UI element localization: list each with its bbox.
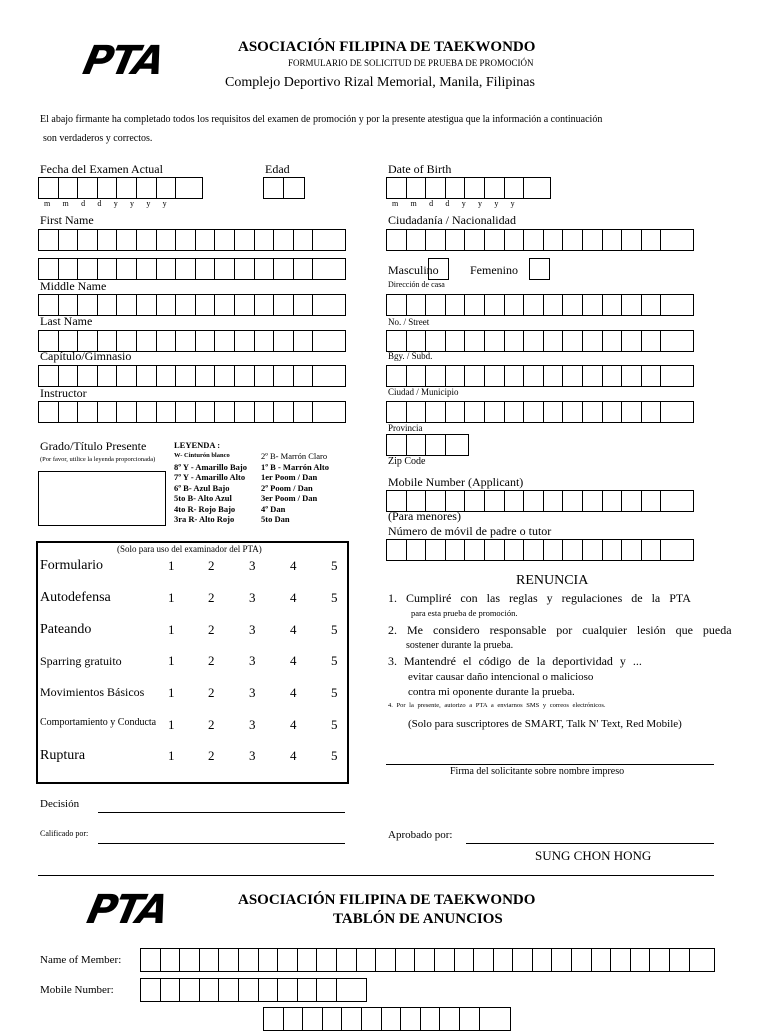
score-row-label: Formulario	[40, 558, 103, 573]
male-checkbox[interactable]	[428, 258, 449, 280]
member-boxes[interactable]	[140, 948, 715, 972]
zip-boxes[interactable]	[386, 434, 469, 456]
waiver-item-1a: 1. Cumpliré con las reglas y regulaciones de la PTA	[388, 591, 691, 605]
citizenship-boxes[interactable]	[386, 229, 694, 251]
intro-line-1: El abajo firmante ha completado todos los requisitos del examen de promoción y por la presente atestigua que la información a continuación	[40, 114, 603, 125]
examiner-title: (Solo para uso del examinador del PTA)	[117, 544, 262, 554]
waiver-item-3c: contra mi oponente durante la prueba.	[408, 686, 575, 698]
street-label: No. / Street	[388, 317, 430, 327]
dob-label: Date of Birth	[388, 162, 452, 176]
waiver-item-4: 4. Por la presente, autorizo a PTA a enviarnos SMS y correos electrónicos.	[388, 702, 606, 709]
approved-by-label: Aprobado por:	[388, 829, 453, 841]
address-boxes-4[interactable]	[386, 401, 694, 423]
age-label: Edad	[265, 162, 290, 176]
middle-name-boxes[interactable]	[38, 294, 346, 316]
chapter-label: Capítulo/Gimnasio	[40, 349, 132, 363]
province-label: Provincia	[388, 423, 423, 433]
female-label: Femenino	[470, 263, 518, 277]
chapter-boxes[interactable]	[38, 365, 346, 387]
first-name-boxes-1[interactable]	[38, 229, 346, 251]
grade-box[interactable]	[38, 471, 166, 526]
legend-col-2: 2º B- Marrón Claro 1º B - Marrón Alto 1er Poom / Dan 2º Poom / Dan 3er Poom / Dan 4º Dan 5to Dan	[261, 451, 329, 524]
pta-logo: PTA	[79, 38, 168, 84]
age-boxes[interactable]	[263, 177, 305, 199]
home-address-label: Dirección de casa	[388, 280, 445, 289]
graded-by-line[interactable]	[98, 843, 345, 844]
middle-name-label: Middle Name	[40, 279, 107, 293]
approved-by-line[interactable]	[466, 843, 714, 844]
score-row-label: Comportamiento y Conducta	[40, 717, 157, 728]
last-name-label: Last Name	[40, 314, 93, 328]
mobile-applicant-label: Mobile Number (Applicant)	[388, 475, 524, 489]
location: Complejo Deportivo Rizal Memorial, Manila, Filipinas	[225, 75, 535, 90]
first-name-label: First Name	[40, 213, 94, 227]
exam-date-hint: mmddyyyy	[44, 199, 179, 208]
address-boxes-2[interactable]	[386, 330, 694, 352]
mobile-label: Mobile Number:	[40, 984, 114, 996]
address-boxes-1[interactable]	[386, 294, 694, 316]
score-row-label: Sparring gratuito	[40, 654, 122, 668]
male-label: Masculino	[388, 263, 439, 277]
form-name: FORMULARIO DE SOLICITUD DE PRUEBA DE PROMOCIÓN	[288, 58, 534, 68]
guardian-mobile-boxes[interactable]	[386, 539, 694, 561]
waiver-item-3a: 3. Mantendré el código de la deportividad y ...	[388, 654, 642, 668]
board-title: TABLÓN DE ANUNCIOS	[333, 911, 503, 927]
signature-line[interactable]	[386, 764, 714, 765]
divider	[38, 875, 714, 876]
score-row-label: Movimientos Básicos	[40, 685, 145, 699]
instructor-label: Instructor	[40, 386, 87, 400]
first-name-boxes-2[interactable]	[38, 258, 346, 280]
waiver-item-2b: sostener durante la prueba.	[406, 640, 514, 651]
exam-date-boxes[interactable]	[38, 177, 203, 199]
grade-hint: (Por favor, utilice la leyenda proporcionada)	[40, 456, 156, 463]
score-row-label: Autodefensa	[40, 590, 111, 605]
intro-line-2: son verdaderos y correctos.	[43, 133, 153, 144]
board-mobile-boxes[interactable]	[140, 978, 367, 1002]
dob-hint: mmddyyyy	[392, 199, 527, 208]
score-row-label: Pateando	[40, 622, 92, 637]
graded-by-label: Calificado por:	[40, 829, 89, 838]
waiver-item-2a: 2. Me considero responsable por cualquier lesión que pueda	[388, 623, 732, 637]
board-org-name: ASOCIACIÓN FILIPINA DE TAEKWONDO	[238, 892, 536, 908]
legend-col-1: W- Cinturón blanco 8º Y - Amarillo Bajo 7º Y - Amarillo Alto 6º B- Azul Bajo 5to B- Alto Azul 4to R- Rojo Bajo 3ra R- Alto Rojo	[174, 452, 248, 524]
barangay-label: Bgy. / Subd.	[388, 351, 433, 361]
instructor-boxes[interactable]	[38, 401, 346, 423]
score-row-label: Ruptura	[40, 748, 86, 763]
pta-logo: PTA	[83, 887, 172, 933]
grade-label: Grado/Título Presente	[40, 439, 147, 453]
waiver-item-3b: evitar causar daño intencional o malicioso	[408, 671, 594, 683]
waiver-note: (Solo para suscriptores de SMART, Talk N' Text, Red Mobile)	[408, 718, 682, 730]
dob-boxes[interactable]	[386, 177, 551, 199]
female-checkbox[interactable]	[529, 258, 550, 280]
legend-title: LEYENDA :	[174, 440, 221, 450]
zip-label: Zip Code	[388, 456, 426, 467]
approver-name: SUNG CHON HONG	[535, 848, 652, 863]
extra-boxes[interactable]	[263, 1007, 511, 1031]
address-boxes-3[interactable]	[386, 365, 694, 387]
guardian-mobile-label: Número de móvil de padre o tutor	[388, 524, 552, 538]
decision-label: Decisión	[40, 798, 80, 810]
minors-label: (Para menores)	[388, 509, 461, 523]
signature-label: Firma del solicitante sobre nombre impreso	[450, 766, 625, 777]
member-label: Name of Member:	[40, 954, 122, 966]
city-label: Ciudad / Municipio	[388, 387, 459, 397]
org-name: ASOCIACIÓN FILIPINA DE TAEKWONDO	[238, 39, 536, 55]
waiver-title: RENUNCIA	[516, 573, 589, 588]
citizenship-label: Ciudadanía / Nacionalidad	[388, 213, 516, 227]
decision-line[interactable]	[98, 812, 345, 813]
exam-date-label: Fecha del Examen Actual	[40, 162, 163, 176]
waiver-item-1b: para esta prueba de promoción.	[411, 608, 518, 618]
